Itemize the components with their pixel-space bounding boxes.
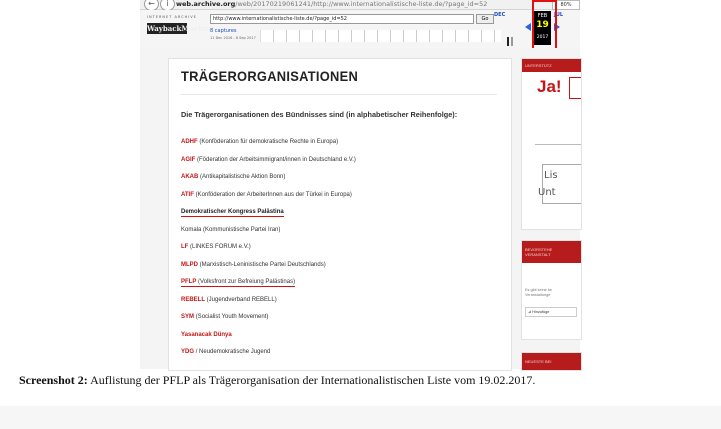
caption-text: Auflistung der PFLP als Trägerorganisation der Internationalistischen Liste vom 19.02.2017. [87,373,536,387]
caption-label: Screenshot 2: [19,373,88,387]
org-item-adhf [181,138,501,156]
org-label: / Neudemokratische Jugend [195,349,271,355]
org-item-sym [181,313,501,331]
no-events-text [525,288,580,298]
org-abbr-link[interactable]: ADHF [181,139,198,145]
back-arrow-icon[interactable]: ← [144,0,159,11]
wayback-toolbar [140,10,580,49]
org-label: (LINKES FORUM e.V.) [190,244,251,250]
org-item-rebell [181,296,501,314]
capture-sparkline[interactable] [260,30,501,42]
events-heading [522,241,581,263]
org-item-komala [181,226,501,244]
org-item-mlpd [181,261,501,279]
browser-address-bar [140,0,580,10]
internet-archive-label: INTERNET ARCHIVE [147,15,197,19]
org-label: (Volksfront zur Befreiung Palästinas) [198,279,296,285]
address-field[interactable] [176,0,487,8]
org-abbr-link[interactable]: AGIF [181,156,196,163]
intro-text: Die Trägerorganisationen des Bündnisses sind (in alphabetischer Reihenfolge): [181,110,458,119]
events-heading-line-1: BEVORSTEHE [525,247,553,252]
address-host: web.archive.org [176,0,236,8]
sidebar-divider [535,144,581,145]
ja-box [569,77,582,99]
org-label[interactable]: Komala (Kommunistische Partei Iran) [181,226,281,233]
next-month-link[interactable]: JUL [554,12,564,18]
figure-caption [19,374,709,388]
captures-link[interactable]: 8 captures [210,28,237,34]
page-title: TRÄGERORGANISATIONEN [181,68,359,84]
org-item-akab [181,173,501,191]
capture-range: 11 Dec 2016 - 8 Sep 2017 [210,36,256,40]
title-divider [181,94,497,95]
prev-month-link[interactable]: DEC [494,12,506,18]
date-month: FEB [537,13,548,19]
org-item-demokratischer-kongress [181,208,501,226]
no-events-line-1: Es gibt keine be [525,288,553,292]
org-item-yasanacak [181,331,501,349]
org-abbr-link[interactable]: Yasanacak Dünya [181,331,232,338]
org-abbr-link[interactable]: MLPD [181,261,198,268]
org-item-pflp [181,278,501,296]
organization-list [181,138,501,366]
org-item-ydg [181,348,501,366]
sidebar-news-widget [521,352,582,371]
wayback-url-input[interactable]: http://www.internationalistische-liste.de/?page_id=52 [210,14,474,24]
org-abbr-link[interactable]: LF [181,244,189,250]
rss-icon: ⊿ [528,310,532,314]
org-label[interactable]: Demokratischer Kongress Palästina [181,209,284,215]
org-label: (Konföderation der ArbeiterInnen aus der Türkei in Europa) [195,191,352,198]
events-heading-line-2: VERANSTALT [525,252,551,257]
info-icon[interactable]: i [160,0,175,11]
add-event-button[interactable] [525,307,577,317]
prev-capture-arrow-icon[interactable] [525,23,531,31]
org-item-lf [181,243,501,261]
zoom-level[interactable]: 80% [552,0,580,10]
org-label: (Konföderation für demokratische Rechte in Europa) [199,139,339,145]
news-heading: NEUESTE BEI [522,353,581,370]
org-label: (Antikapitalistische Aktion Bonn) [200,174,286,180]
org-label: (Jugendverband REBELL) [206,296,277,303]
org-abbr-link[interactable]: REBELL [181,296,205,303]
add-event-label: Hinzufüge [532,310,550,314]
org-item-atif [181,191,501,209]
go-button[interactable]: Go [476,14,494,24]
list-button-line-2: Unt [538,187,556,198]
date-day: 19 [536,20,549,30]
ja-logo[interactable]: Ja! [537,77,562,96]
sidebar-events-widget [521,240,582,340]
org-label: (Marxistisch-Leninistische Partei Deutschlands) [199,261,326,268]
org-abbr-link[interactable]: ATIF [181,191,194,198]
org-label: (Socialist Youth Movement) [195,314,269,320]
org-label: (Föderation der Arbeitsimmigrant/innen in Deutschland e.V.) [197,156,356,163]
capture-bars [507,37,513,46]
org-abbr-link[interactable]: YDG [181,349,195,355]
address-path: /web/20170219061241/http://www.internationalistische-liste.de/?page_id=52 [235,0,488,8]
date-year: 2017 [536,35,549,40]
no-events-line-2: Veranstaltunge [525,293,551,297]
org-abbr-link[interactable]: AKAB [181,174,199,180]
org-abbr-link[interactable]: SYM [181,314,195,320]
support-heading: UNTERSTÜTZ [522,59,581,72]
org-abbr-link[interactable]: PFLP [181,279,197,285]
org-item-agif [181,156,501,174]
bottom-strip [0,406,721,429]
wayback-logo[interactable]: WaybackMachine [147,24,216,33]
list-button-line-1: Lis [544,170,558,181]
sidebar-support-widget [521,58,582,230]
